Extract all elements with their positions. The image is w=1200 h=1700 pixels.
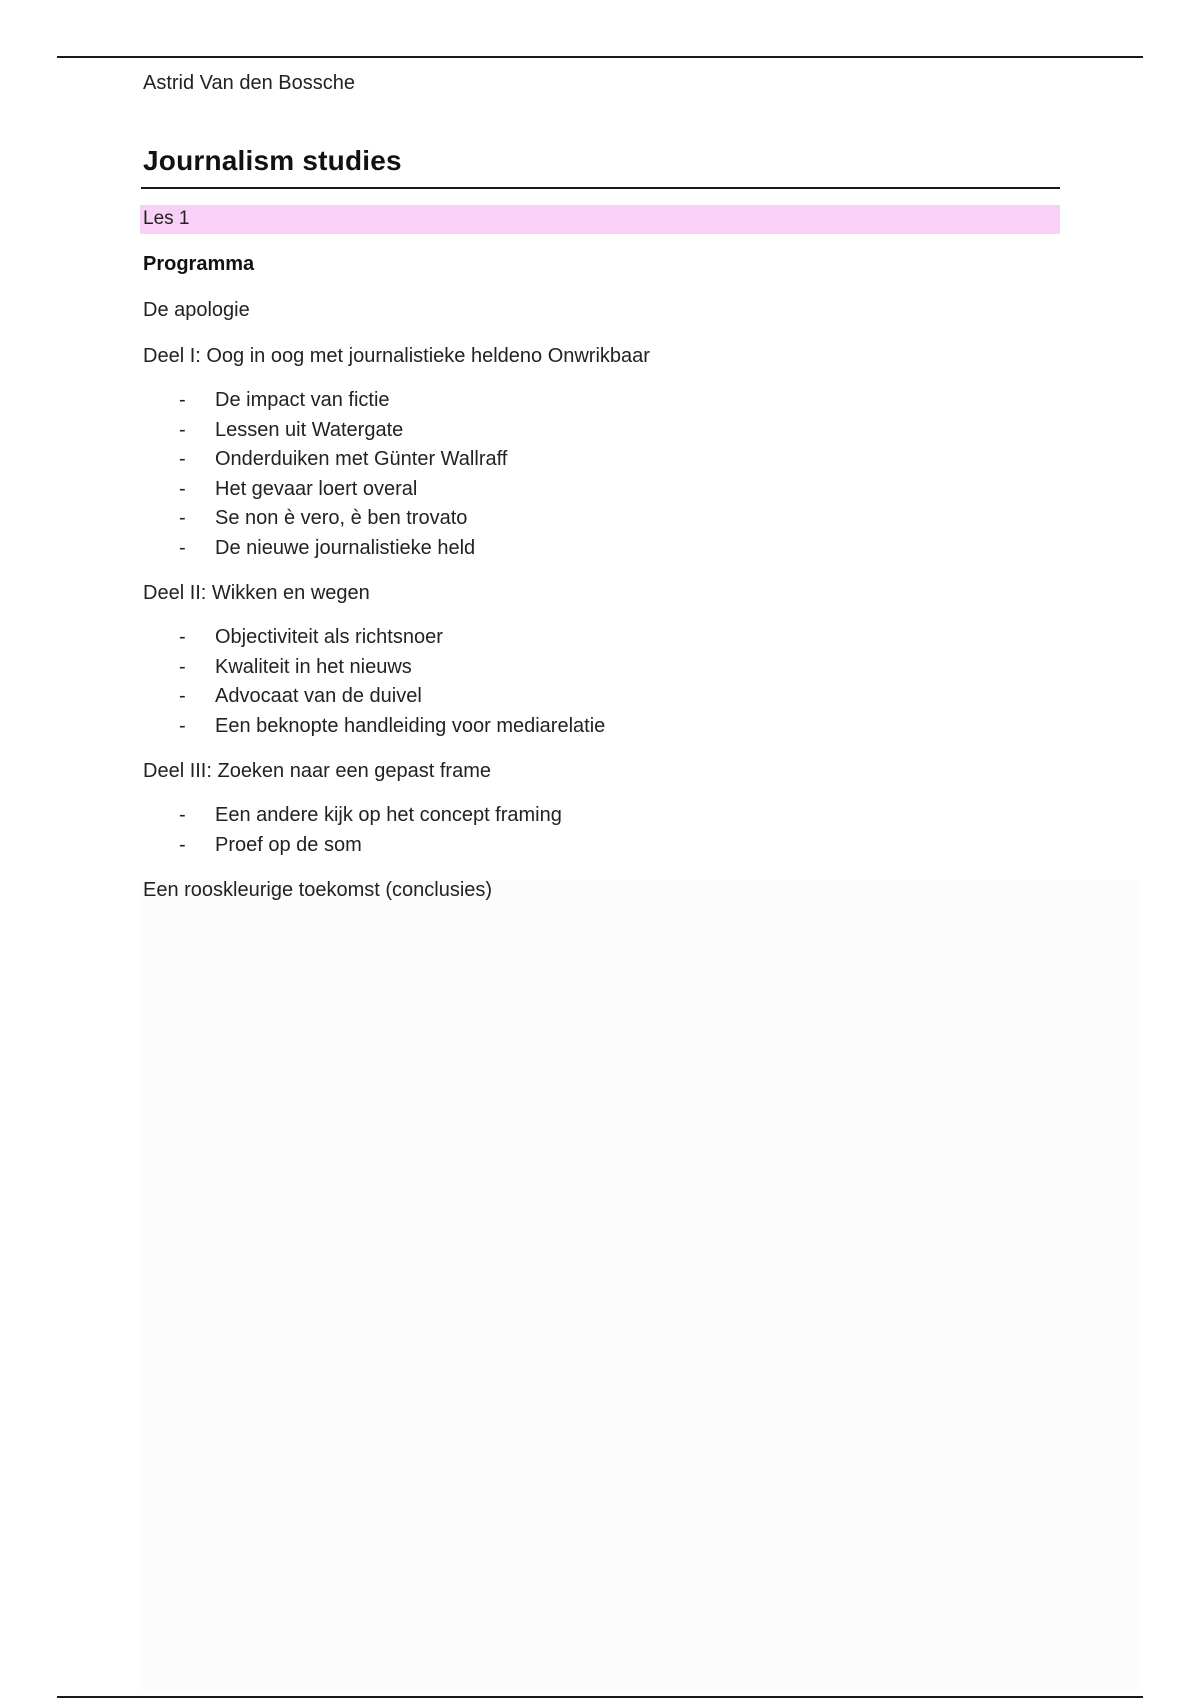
dash-marker: - (179, 418, 186, 441)
list-item-text: Een beknopte handleiding voor mediarelatie (215, 714, 606, 737)
title-underline (141, 187, 1060, 189)
list-item-text: Onderduiken met Günter Wallraff (215, 448, 508, 470)
part-heading: Deel I: Oog in oog met journalistieke heldeno Onwrikbaar (143, 345, 650, 367)
list-item-text: Kwaliteit in het nieuws (215, 655, 412, 678)
list-item (143, 831, 1043, 861)
author-name: Astrid Van den Bossche (143, 72, 355, 94)
dash-marker: - (179, 804, 186, 826)
dash-marker: - (179, 448, 186, 470)
dash-marker: - (179, 655, 186, 678)
list-item (143, 416, 1043, 446)
list-item (143, 445, 1043, 475)
list-item (143, 534, 1043, 564)
dash-marker: - (179, 626, 186, 648)
part-heading: Deel III: Zoeken naar een gepast frame (143, 760, 491, 782)
list-item (143, 504, 1043, 534)
list-item (143, 653, 1043, 683)
list-item-text: Lessen uit Watergate (215, 418, 404, 441)
program-heading: Programma (143, 253, 255, 275)
list-item (143, 475, 1043, 505)
list-item-text: Proef op de som (215, 833, 362, 856)
dash-marker: - (179, 536, 186, 559)
dash-marker: - (179, 477, 186, 500)
intro-line: De apologie (143, 299, 250, 321)
list-item (143, 386, 1043, 416)
conclusion-line: Een rooskleurige toekomst (conclusies) (143, 879, 493, 901)
dash-marker: - (179, 833, 186, 856)
dash-marker: - (179, 714, 186, 737)
document-title: Journalism studies (143, 145, 402, 176)
list-item-text: De impact van fictie (215, 389, 390, 411)
footer-rule (57, 1696, 1143, 1698)
dash-marker: - (179, 389, 186, 411)
document-body (143, 252, 1043, 924)
part-item-list (143, 386, 1043, 563)
lesson-label: Les 1 (143, 208, 190, 229)
list-item (143, 801, 1043, 831)
list-item-text: Een andere kijk op het concept framing (215, 804, 562, 826)
list-item-text: Advocaat van de duivel (215, 685, 422, 707)
dash-marker: - (179, 685, 186, 707)
lesson-highlight-bar (140, 205, 1060, 234)
part-heading: Deel II: Wikken en wegen (143, 582, 370, 604)
list-item-text: Se non è vero, è ben trovato (215, 507, 468, 529)
dash-marker: - (179, 507, 186, 529)
list-item-text: De nieuwe journalistieke held (215, 536, 476, 559)
list-item (143, 623, 1043, 653)
list-item-text: Objectiviteit als richtsnoer (215, 626, 443, 648)
list-item (143, 712, 1043, 742)
header-rule (57, 56, 1143, 58)
part-item-list (143, 801, 1043, 860)
list-item-text: Het gevaar loert overal (215, 477, 418, 500)
part-item-list (143, 623, 1043, 741)
page-shading (140, 880, 1140, 1690)
list-item (143, 682, 1043, 712)
